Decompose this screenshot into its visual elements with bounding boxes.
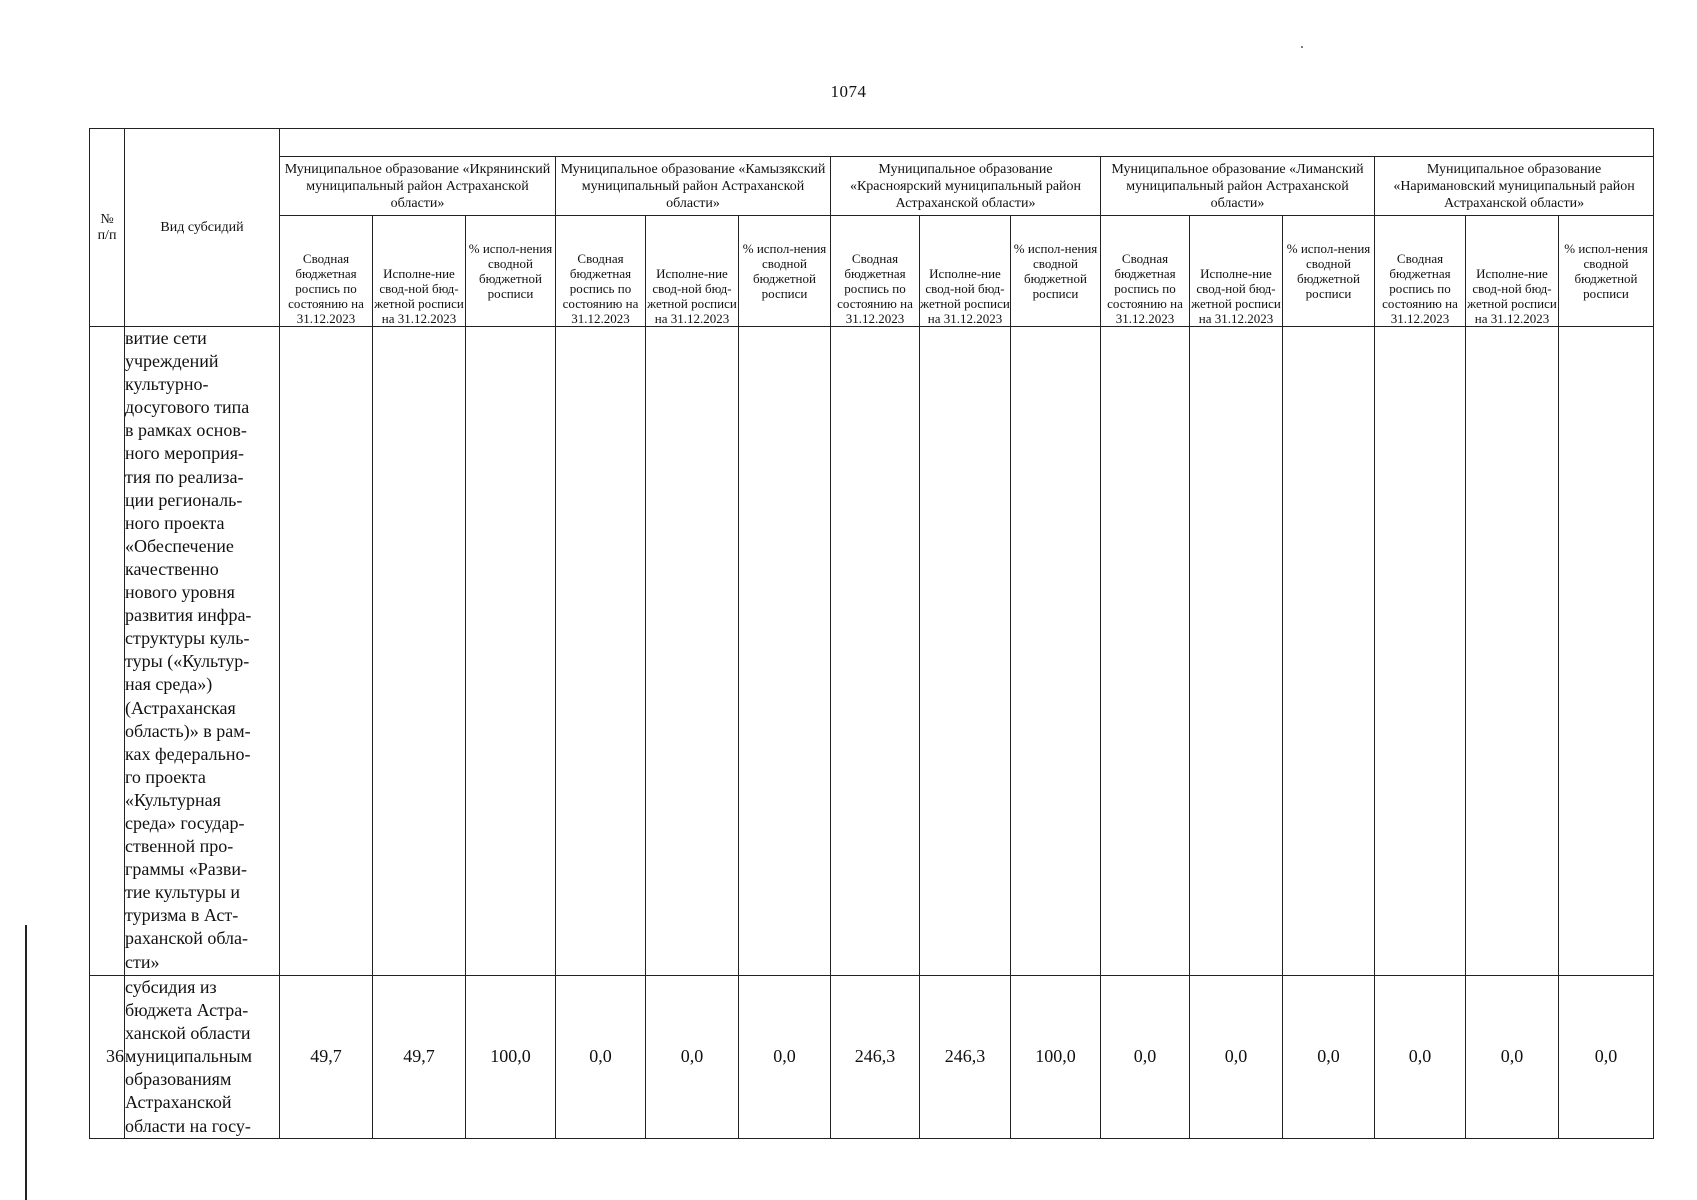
value-cell: 246,3	[831, 976, 920, 1139]
header-budget-plan: Сводная бюджетная роспись по состоянию на 31.12.2023	[831, 216, 920, 327]
header-municipality: Муниципальное образование «Икрянинский муниципальный район Астраханской области»	[280, 157, 556, 216]
value-cell	[466, 327, 556, 976]
value-cell	[1011, 327, 1101, 976]
header-municipality: Муниципальное образование «Камызякский муниципальный район Астраханской области»	[556, 157, 831, 216]
header-execution-percent: % испол-нения сводной бюджетной росписи	[739, 216, 831, 327]
header-execution-percent: % испол-нения сводной бюджетной росписи	[1011, 216, 1101, 327]
value-cell	[556, 327, 646, 976]
value-cell	[1559, 327, 1654, 976]
header-budget-execution: Исполне-ние свод-ной бюд-жетной росписи на 31.12.2023	[373, 216, 466, 327]
header-municipality: Муниципальное образование «Наримановский муниципальный район Астраханской области»	[1375, 157, 1654, 216]
header-row-subcols	[90, 216, 1654, 327]
table-row	[90, 976, 1654, 1139]
scan-dot	[1301, 46, 1303, 48]
subsidy-type-text: субсидия из бюджета Астра- ханской области муниципальным образованиям Астраханской области на госу-	[125, 976, 280, 1139]
value-cell	[1375, 327, 1466, 976]
header-budget-plan: Сводная бюджетная роспись по состоянию на 31.12.2023	[1375, 216, 1466, 327]
row-number	[90, 327, 125, 976]
header-number-col: № п/п	[90, 129, 125, 327]
value-cell: 0,0	[556, 976, 646, 1139]
header-municipality: Муниципальное образование «Лиманский муниципальный район Астраханской области»	[1101, 157, 1375, 216]
value-cell: 0,0	[646, 976, 739, 1139]
value-cell: 49,7	[373, 976, 466, 1139]
value-cell: 0,0	[1101, 976, 1190, 1139]
value-cell	[1283, 327, 1375, 976]
value-cell: 0,0	[1559, 976, 1654, 1139]
value-cell: 100,0	[466, 976, 556, 1139]
page-number: 1074	[830, 82, 867, 101]
value-cell	[646, 327, 739, 976]
header-budget-execution: Исполне-ние свод-ной бюд-жетной росписи на 31.12.2023	[646, 216, 739, 327]
value-cell	[739, 327, 831, 976]
value-cell	[1101, 327, 1190, 976]
value-cell	[1190, 327, 1283, 976]
header-budget-execution: Исполне-ние свод-ной бюд-жетной росписи на 31.12.2023	[920, 216, 1011, 327]
header-budget-execution: Исполне-ние свод-ной бюд-жетной росписи на 31.12.2023	[1466, 216, 1559, 327]
header-municipality: Муниципальное образование «Красноярский муниципальный район Астраханской области»	[831, 157, 1101, 216]
budget-table	[89, 128, 1654, 1139]
header-blank-band	[280, 129, 1654, 157]
header-budget-plan: Сводная бюджетная роспись по состоянию на 31.12.2023	[280, 216, 373, 327]
table-row	[90, 327, 1654, 976]
value-cell	[280, 327, 373, 976]
value-cell: 0,0	[1190, 976, 1283, 1139]
row-number: 36	[90, 976, 125, 1139]
header-budget-execution: Исполне-ние свод-ной бюд-жетной росписи на 31.12.2023	[1190, 216, 1283, 327]
header-execution-percent: % испол-нения сводной бюджетной росписи	[1283, 216, 1375, 327]
header-type-col: Вид субсидий	[125, 129, 280, 327]
header-row-top	[90, 129, 1654, 157]
header-budget-plan: Сводная бюджетная роспись по состоянию на 31.12.2023	[1101, 216, 1190, 327]
value-cell: 0,0	[1466, 976, 1559, 1139]
header-execution-percent: % испол-нения сводной бюджетной росписи	[1559, 216, 1654, 327]
value-cell	[920, 327, 1011, 976]
value-cell: 246,3	[920, 976, 1011, 1139]
value-cell: 0,0	[1283, 976, 1375, 1139]
value-cell: 49,7	[280, 976, 373, 1139]
value-cell: 0,0	[1375, 976, 1466, 1139]
value-cell	[831, 327, 920, 976]
scan-edge-line	[25, 925, 27, 1200]
value-cell	[1466, 327, 1559, 976]
value-cell: 0,0	[739, 976, 831, 1139]
header-budget-plan: Сводная бюджетная роспись по состоянию на 31.12.2023	[556, 216, 646, 327]
subsidy-type-text: витие сети учреждений культурно- досугового типа в рамках основ- ного мероприя- тия по реализа- ции региональ- ного проекта «Обеспечение качественно нового уровня развития инфра- структуры куль- туры («Культур- ная среда») (Астраханская область)» в рам- ках федерально- го проекта «Культурная среда» государ- ственной про- граммы «Разви- тие культуры и туризма в Аст- раханской обла- сти»	[125, 327, 280, 976]
value-cell	[373, 327, 466, 976]
header-execution-percent: % испол-нения сводной бюджетной росписи	[466, 216, 556, 327]
value-cell: 100,0	[1011, 976, 1101, 1139]
header-row-municipalities	[90, 157, 1654, 216]
